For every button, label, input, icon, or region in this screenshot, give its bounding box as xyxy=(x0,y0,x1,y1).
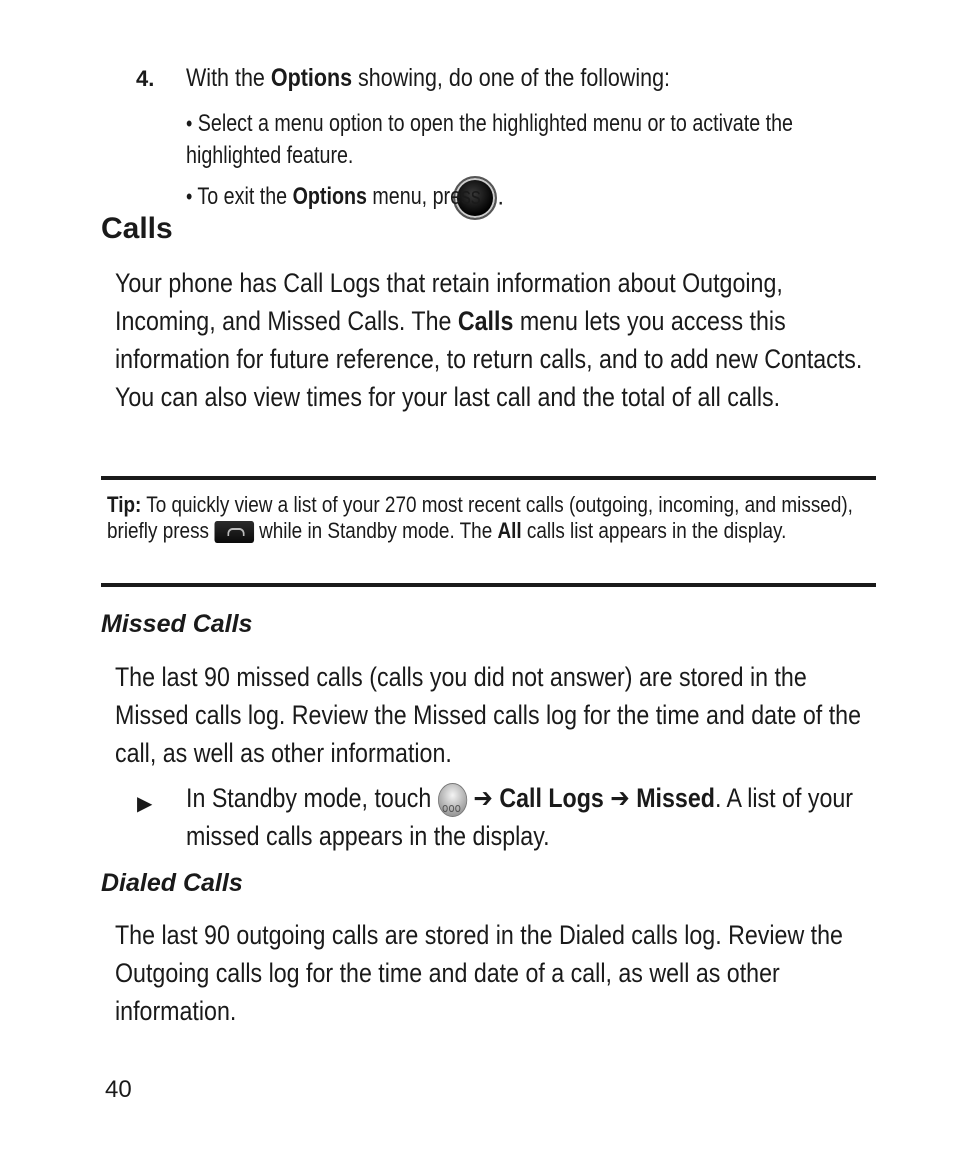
calls-text-a: Your phone has Call Logs that retain information about Outgoing, Incoming, and Missed Calls. The xyxy=(115,268,783,336)
section-heading-calls: Calls xyxy=(101,212,173,245)
calls-text-bold: Calls xyxy=(457,306,514,336)
instr-bold-call-logs: Call Logs xyxy=(499,783,604,813)
tip-box xyxy=(107,492,887,544)
tip-rule-bottom xyxy=(101,583,876,587)
bullet-dot: • xyxy=(186,184,193,210)
tip-text-b: while in Standby mode. The xyxy=(253,518,498,543)
dialed-paragraph xyxy=(115,916,895,1030)
bullet-dot: • xyxy=(186,111,193,136)
bullet-text: Select a menu option to open the highlighted menu or to activate the highlighted feature. xyxy=(186,110,793,169)
instr-arrow: ➔ xyxy=(603,783,637,813)
bullet-text-bold: Options xyxy=(292,183,367,211)
tip-text-c: calls list appears in the display. xyxy=(521,518,787,543)
instr-bold-missed: Missed xyxy=(636,783,715,813)
bullet-text-mid: menu, press xyxy=(366,183,481,211)
send-key-icon xyxy=(214,521,254,543)
tip-text-bold: All xyxy=(497,518,522,543)
subheading-missed-calls: Missed Calls xyxy=(101,610,253,638)
bullet-item xyxy=(186,108,946,172)
calls-text-b: menu lets you access this information for future reference, to return calls, and to add new Contacts. You can also view times for your last call and the total of all calls. xyxy=(115,306,863,412)
missed-paragraph xyxy=(115,658,895,772)
tip-label: Tip: xyxy=(107,492,142,517)
dialed-text: The last 90 outgoing calls are stored in the Dialed calls log. Review the Outgoing calls log for the time and date of a call, as well as other information. xyxy=(115,920,843,1026)
menu-icon xyxy=(438,783,467,817)
bullet-item xyxy=(186,176,504,220)
calls-paragraph xyxy=(115,264,885,416)
instr-text-a: In Standby mode, touch xyxy=(186,783,438,813)
tip-text-a: To quickly view a list of your 270 most recent calls (outgoing, incoming, and missed), briefly press xyxy=(107,492,853,543)
bullet-text-post: . xyxy=(497,183,505,211)
step-text-bold: Options xyxy=(270,64,353,92)
subheading-dialed-calls: Dialed Calls xyxy=(101,869,243,897)
step-number: 4. xyxy=(136,66,155,91)
arrow-bullet-icon: ▶ xyxy=(137,793,153,815)
step-text-pre: With the xyxy=(186,64,271,92)
bullet-text-pre: To exit the xyxy=(197,183,293,211)
step-text xyxy=(186,64,670,93)
step-text-post: showing, do one of the following: xyxy=(352,64,671,92)
tip-rule-top xyxy=(101,476,876,480)
missed-instruction xyxy=(186,779,886,855)
page-number: 40 xyxy=(105,1076,132,1103)
missed-text: The last 90 missed calls (calls you did not answer) are stored in the Missed calls log. Review the Missed calls log for the time and date of the call, as well as other information. xyxy=(115,662,861,768)
instr-arrow: ➔ xyxy=(466,783,500,813)
instr-text-b: . A list of your missed calls appears in the display. xyxy=(186,783,854,851)
